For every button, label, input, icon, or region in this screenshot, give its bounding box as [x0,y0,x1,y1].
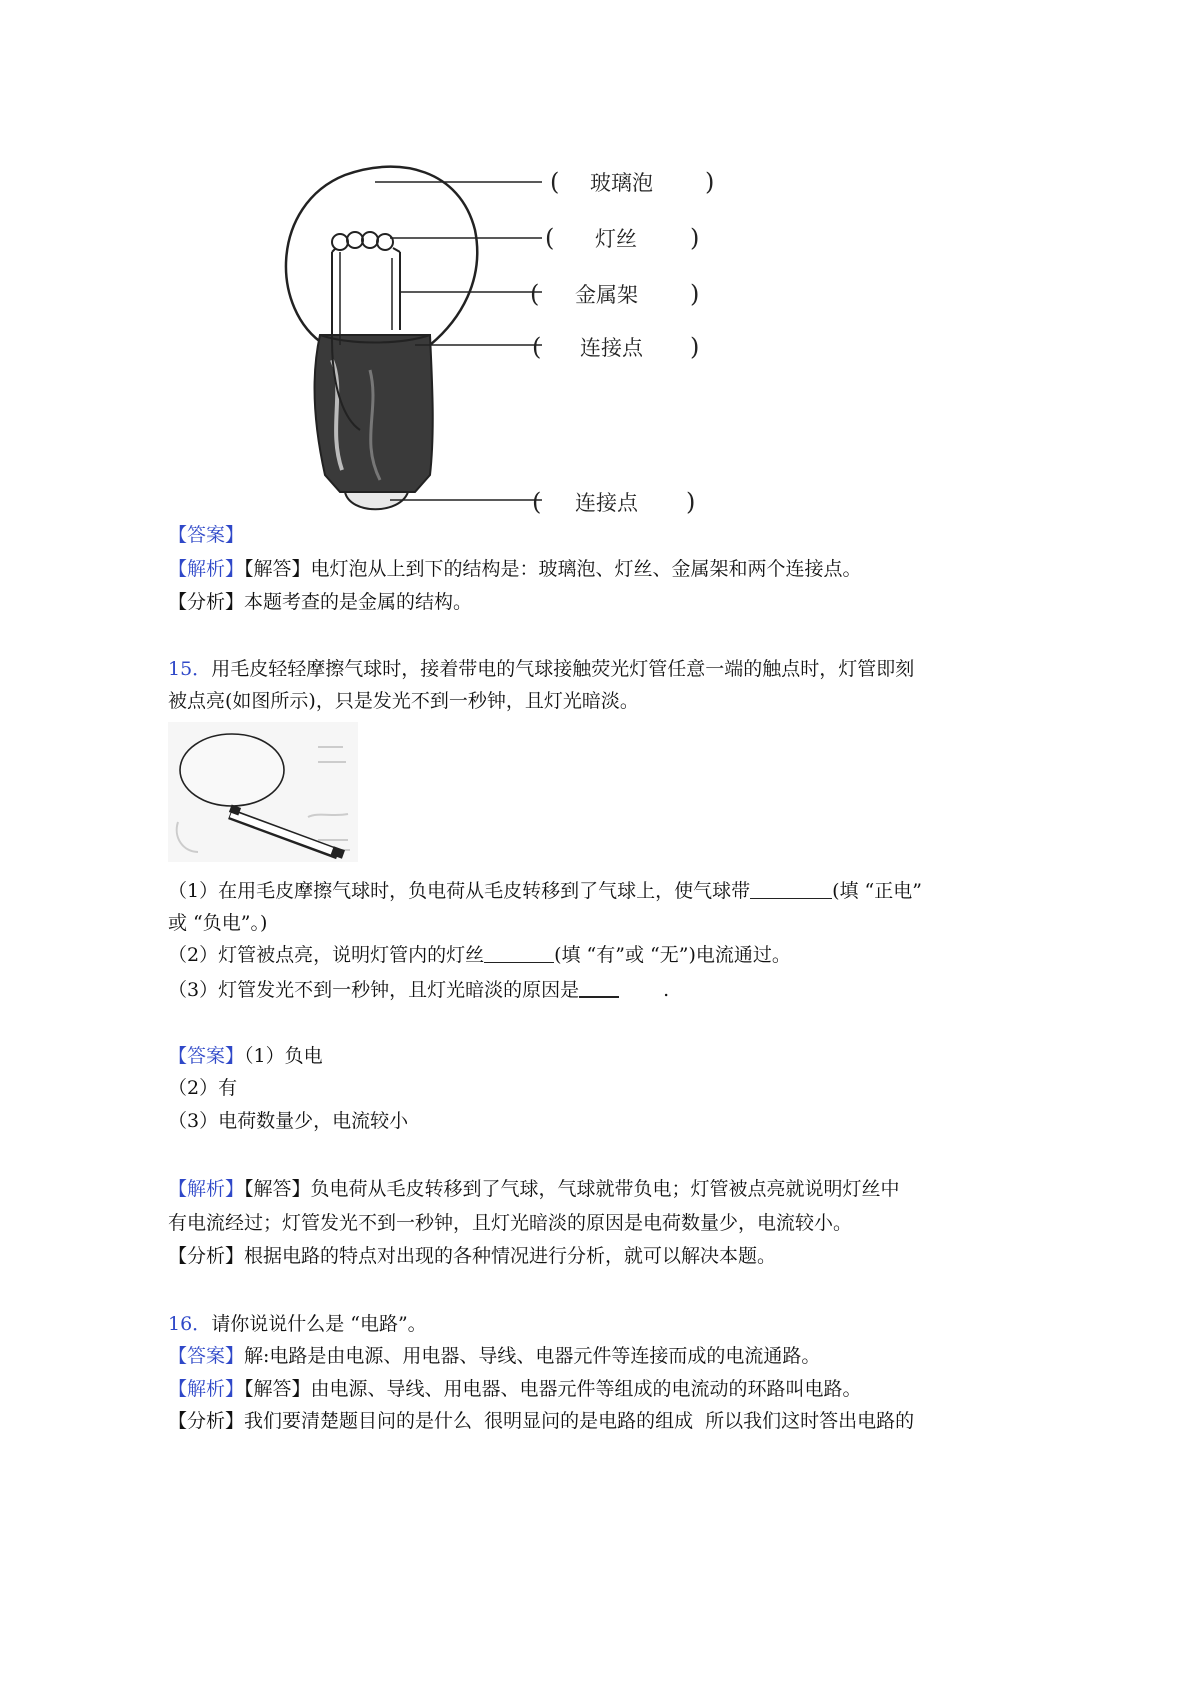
sub-question-text: （2）灯管被点亮，说明灯管内的灯丝 [168,944,485,966]
sub-question-text: (填 “正电” [832,880,922,902]
fill-blank-1[interactable] [750,880,832,899]
q15-analysis-line [168,1243,776,1269]
explain-text: 【解答】由电源、导线、用电器、电器元件等组成的电流动的环路叫电路。 [244,1378,862,1400]
question-number: 15． [168,658,212,680]
answer-text: 解:电路是由电源、用电器、导线、电器元件等连接而成的电流通路。 [244,1345,821,1367]
explain-text: 有电流经过；灯管发光不到一秒钟，且灯光暗淡的原因是电荷数量少，电流较小。 [168,1212,853,1234]
q15-answer-line2 [168,1075,237,1101]
paren-open: ( [532,333,542,361]
q15-stem-line2 [168,688,639,714]
q15-answer-line1 [168,1043,323,1069]
fill-blank-3[interactable] [579,978,619,998]
q14-answer-line [168,522,244,548]
sub-question-text: （3）灯管发光不到一秒钟，且灯光暗淡的原因是 [168,979,580,1001]
question-stem: 用毛皮轻轻摩擦气球时，接着带电的气球接触荧光灯管任意一端的触点时，灯管即刻 [211,658,915,680]
q15-sub1-line1 [168,878,922,904]
question-number: 16． [168,1313,212,1335]
label-metal-support: 金属架 [575,283,638,307]
paren-open: ( [550,168,560,196]
balloon-tube-figure [168,722,358,862]
q16-answer-line [168,1343,820,1369]
filament [332,232,400,252]
answer-text: （2）有 [168,1077,238,1099]
q15-explain-line1 [168,1176,900,1202]
explain-text: 【解答】负电荷从毛皮转移到了气球，气球就带负电；灯管被点亮就说明灯丝中 [244,1178,900,1200]
q15-sub3-line [168,977,669,1003]
glass-bulb-outline [286,167,477,345]
q15-sub1-line2 [168,910,267,936]
q16-explain-line [168,1376,862,1402]
answer-tag: 【答案】 [168,524,245,546]
q15-answer-line3 [168,1108,408,1134]
analysis-text: 【分析】本题考查的是金属的结构。 [168,591,473,613]
answer-text: （3）电荷数量少，电流较小 [168,1110,409,1132]
sub-question-text: 或 “负电”。) [168,912,268,934]
question-stem: 被点亮(如图所示)，只是发光不到一秒钟，且灯光暗淡。 [168,690,639,712]
explain-tag: 【解析】 [168,1178,245,1200]
answer-tag: 【答案】 [168,1345,245,1367]
q14-analysis-line [168,589,472,615]
explain-text: 【解答】电灯泡从上到下的结构是：玻璃泡、灯丝、金属架和两个连接点。 [244,558,862,580]
answer-text: （1）负电 [244,1045,323,1067]
light-bulb-diagram [250,130,750,550]
paren-close: ) [705,168,715,196]
fill-blank-2[interactable] [484,944,554,963]
label-connection-point: 连接点 [575,491,638,515]
q15-stem-line1 [168,656,914,682]
paren-open: ( [545,224,555,252]
q16-analysis-line [168,1408,914,1434]
explain-tag: 【解析】 [168,1378,245,1400]
paren-close: ) [690,280,700,308]
paren-open: ( [532,488,542,516]
paren-close: ) [690,224,700,252]
q16-stem-line [168,1311,427,1337]
paren-close: ) [686,488,696,516]
label-glass-bulb: 玻璃泡 [590,171,653,195]
analysis-text: 【分析】根据电路的特点对出现的各种情况进行分析，就可以解决本题。 [168,1245,777,1267]
sub-question-text: . [663,979,670,1001]
balloon [180,734,284,806]
sub-question-text: (填 “有”或 “无”)电流通过。 [554,944,791,966]
sub-question-text: （1）在用毛皮摩擦气球时，负电荷从毛皮转移到了气球上，使气球带 [168,880,751,902]
answer-tag: 【答案】 [168,1045,245,1067]
paren-open: ( [530,280,540,308]
explain-tag: 【解析】 [168,558,245,580]
label-filament: 灯丝 [595,227,637,251]
q15-sub2-line [168,942,791,968]
q15-explain-line2 [168,1210,852,1236]
question-stem: 请你说说什么是 “电路”。 [211,1313,427,1335]
q14-explain-line [168,556,862,582]
paren-close: ) [690,333,700,361]
analysis-text: 【分析】我们要清楚题目问的是什么 很明显问的是电路的组成 所以我们这时答出电路的 [168,1410,915,1432]
label-connection-point: 连接点 [580,336,643,360]
